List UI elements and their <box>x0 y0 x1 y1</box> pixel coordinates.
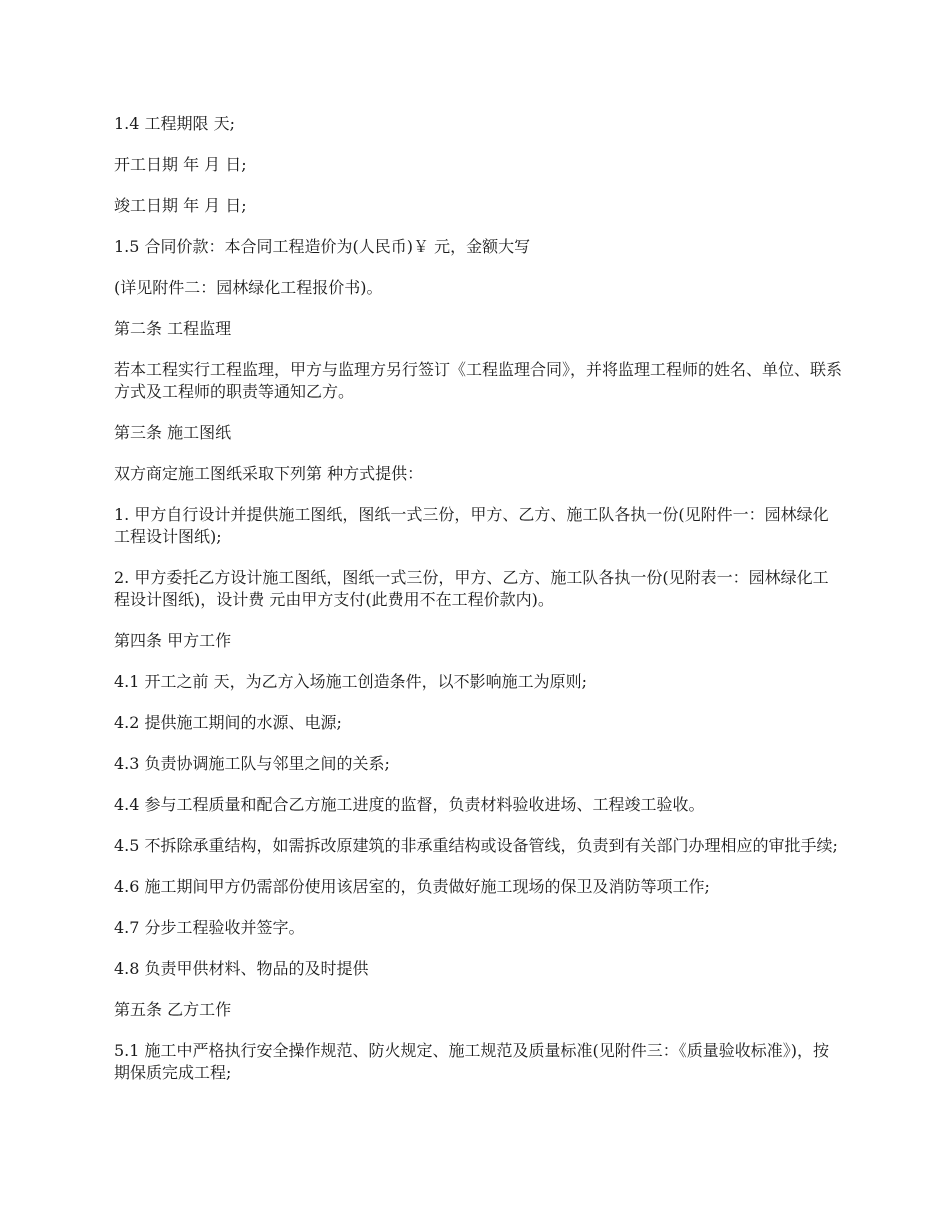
clause-5-1: 5.1 施工中严格执行安全操作规范、防火规定、施工规范及质量标准(见附件三：《质量验收标准》)，按期保质完成工程; <box>114 1041 830 1082</box>
clause-4-4: 4.4 参与工程质量和配合乙方施工进度的监督，负责材料验收进场、工程竣工验收。 <box>114 795 705 814</box>
completion-date-line: 竣工日期 年 月 日; <box>114 196 247 215</box>
article-2-heading: 第二条 工程监理 <box>114 319 232 338</box>
article-3-intro: 双方商定施工图纸采取下列第 种方式提供： <box>114 464 424 483</box>
clause-4-2: 4.2 提供施工期间的水源、电源; <box>114 713 342 732</box>
drawing-option-1: 1. 甲方自行设计并提供施工图纸，图纸一式三份，甲方、乙方、施工队各执一份(见附件一：园林绿化工程设计图纸); <box>114 505 829 546</box>
article-5-heading: 第五条 乙方工作 <box>114 1000 232 1019</box>
clause-4-1: 4.1 开工之前 天，为乙方入场施工创造条件，以不影响施工为原则; <box>114 672 588 691</box>
clause-4-8: 4.8 负责甲供材料、物品的及时提供 <box>114 959 369 978</box>
price-attachment-note: (详见附件二：园林绿化工程报价书)。 <box>114 278 383 297</box>
clause-4-3: 4.3 负责协调施工队与邻里之间的关系; <box>114 754 390 773</box>
clause-1-4-duration: 1.4 工程期限 天; <box>114 114 236 133</box>
start-date-line: 开工日期 年 月 日; <box>114 155 247 174</box>
drawing-option-2: 2. 甲方委托乙方设计施工图纸，图纸一式三份，甲方、乙方、施工队各执一份(见附表一：园林绿化工程设计图纸)，设计费 元由甲方支付(此费用不在工程价款内)。 <box>114 568 829 609</box>
document-body <box>114 113 844 1103</box>
clause-4-6: 4.6 施工期间甲方仍需部份使用该居室的，负责做好施工现场的保卫及消防等项工作; <box>114 877 710 896</box>
article-3-heading: 第三条 施工图纸 <box>114 423 232 442</box>
clause-4-7: 4.7 分步工程验收并签字。 <box>114 918 305 937</box>
clause-4-5: 4.5 不拆除承重结构，如需拆改原建筑的非承重结构或设备管线，负责到有关部门办理相应的审批手续; <box>114 836 838 855</box>
article-2-body: 若本工程实行工程监理，甲方与监理方另行签订《工程监理合同》，并将监理工程师的姓名、单位、联系方式及工程师的职责等通知乙方。 <box>114 360 843 401</box>
clause-1-5-contract-price: 1.5 合同价款：本合同工程造价为(人民币)￥ 元，金额大写 <box>114 237 531 256</box>
article-4-heading: 第四条 甲方工作 <box>114 631 232 650</box>
